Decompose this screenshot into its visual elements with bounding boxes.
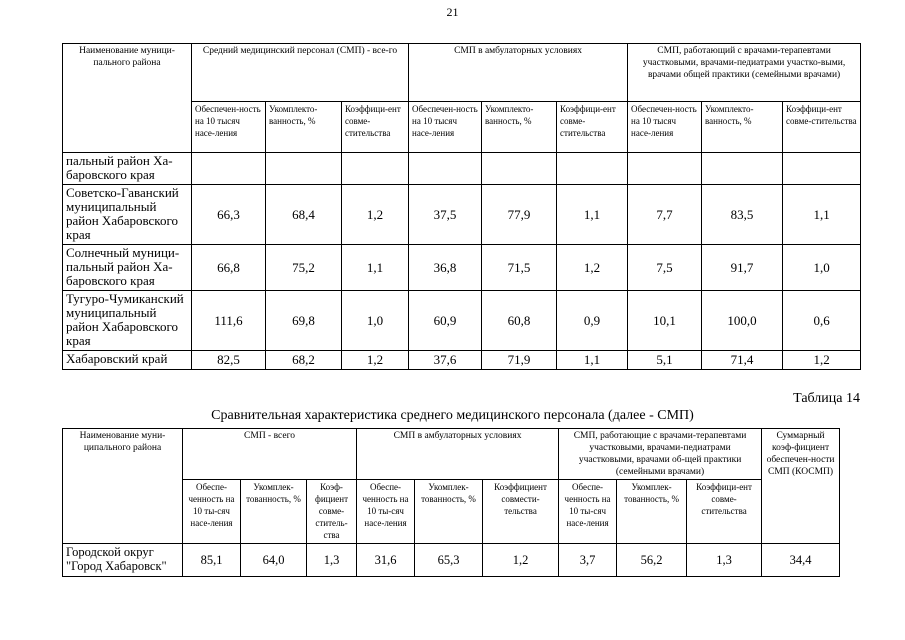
value-cell: 100,0 — [702, 291, 783, 351]
subheader-cell: Укомплек-тованность, % — [617, 480, 687, 544]
table-title: Сравнительная характеристика среднего медицинского персонала (далее - СМП) — [211, 408, 694, 423]
value-cell — [342, 153, 409, 185]
table-label: Таблица 14 — [793, 391, 860, 406]
value-cell: 1,3 — [307, 544, 357, 577]
value-cell: 85,1 — [183, 544, 241, 577]
district-name: пальный район Ха-баровского края — [63, 153, 192, 185]
value-cell: 7,5 — [628, 245, 702, 291]
table-row — [63, 153, 861, 185]
value-cell: 36,8 — [409, 245, 482, 291]
header-group-ambulatory: СМП в амбулаторных условиях — [357, 429, 559, 480]
subheader-cell: Укомплекто-ванность, % — [482, 102, 557, 153]
value-cell: 82,5 — [192, 351, 266, 370]
page-number: 21 — [446, 5, 459, 19]
value-cell: 1,0 — [783, 245, 861, 291]
value-cell: 68,4 — [266, 185, 342, 245]
value-cell: 111,6 — [192, 291, 266, 351]
value-cell: 0,6 — [783, 291, 861, 351]
table-row — [63, 351, 861, 370]
table-row — [63, 544, 840, 577]
value-cell: 71,9 — [482, 351, 557, 370]
value-cell: 75,2 — [266, 245, 342, 291]
value-cell: 1,2 — [783, 351, 861, 370]
subheader-cell: Обеспечен-ность на 10 тысяч насе-ления — [628, 102, 702, 153]
header-district-name: Наименование муници-пального района — [63, 44, 192, 153]
table-14 — [62, 428, 840, 577]
value-cell: 5,1 — [628, 351, 702, 370]
value-cell: 69,8 — [266, 291, 342, 351]
subheader-cell: Укомплекто-ванность, % — [702, 102, 783, 153]
value-cell — [192, 153, 266, 185]
subheader-cell: Обеспе-ченность на 10 ты-сяч насе-ления — [183, 480, 241, 544]
subheader-cell: Коэффици-ент совме-стительства — [342, 102, 409, 153]
value-cell: 1,1 — [557, 351, 628, 370]
value-cell: 91,7 — [702, 245, 783, 291]
subheader-cell: Коэффици-ент совме-стительства — [687, 480, 762, 544]
value-cell — [409, 153, 482, 185]
header-group-with-doctors: СМП, работающий с врачами-терапевтами участковыми, врачами-педиатрами участко-выми, врачами общей практики (семейными врачами) — [628, 44, 861, 102]
value-cell: 1,2 — [483, 544, 559, 577]
value-cell: 64,0 — [241, 544, 307, 577]
value-cell: 1,1 — [783, 185, 861, 245]
value-cell — [557, 153, 628, 185]
value-cell: 10,1 — [628, 291, 702, 351]
district-name: Солнечный муници-пальный район Ха-баровского края — [63, 245, 192, 291]
header-group-ambulatory: СМП в амбулаторных условиях — [409, 44, 628, 102]
header-group-total: СМП - всего — [183, 429, 357, 480]
district-name: Хабаровский край — [63, 351, 192, 370]
subheader-cell: Коэффици-ент совме-стительства — [557, 102, 628, 153]
value-cell: 0,9 — [557, 291, 628, 351]
value-cell: 1,2 — [342, 351, 409, 370]
header-group-with-doctors: СМП, работающие с врачами-терапевтами участковыми, врачами-педиатрами участковыми, врачами об-щей практики (семейными врачами) — [559, 429, 762, 480]
value-cell: 71,5 — [482, 245, 557, 291]
value-cell: 68,2 — [266, 351, 342, 370]
value-cell: 7,7 — [628, 185, 702, 245]
value-cell: 66,8 — [192, 245, 266, 291]
value-cell: 60,9 — [409, 291, 482, 351]
value-cell: 83,5 — [702, 185, 783, 245]
header-total-coefficient: Суммарный коэф-фициент обеспечен-ности СМП (КОСМП) — [762, 429, 840, 544]
value-cell — [783, 153, 861, 185]
value-cell: 31,6 — [357, 544, 415, 577]
subheader-cell: Коэффициент совмести-тельства — [483, 480, 559, 544]
value-cell: 37,6 — [409, 351, 482, 370]
table-row — [63, 245, 861, 291]
value-cell: 77,9 — [482, 185, 557, 245]
value-cell — [266, 153, 342, 185]
subheader-cell: Коэффици-ент совме-стительства — [783, 102, 861, 153]
subheader-cell: Обеспечен-ность на 10 тысяч насе-ления — [192, 102, 266, 153]
district-name: Советско-Гаванский муниципальный район Хабаровского края — [63, 185, 192, 245]
value-cell: 1,0 — [342, 291, 409, 351]
value-cell — [702, 153, 783, 185]
subheader-cell: Укомплек-тованность, % — [241, 480, 307, 544]
value-cell: 34,4 — [762, 544, 840, 577]
value-cell: 1,2 — [557, 245, 628, 291]
value-cell: 1,2 — [342, 185, 409, 245]
table-row — [63, 291, 861, 351]
subheader-cell: Обеспе-ченность на 10 ты-сяч насе-ления — [357, 480, 415, 544]
table-continued — [62, 43, 861, 370]
header-group-total: Средний медицинский персонал (СМП) - все-го — [192, 44, 409, 102]
table-row — [63, 185, 861, 245]
value-cell: 66,3 — [192, 185, 266, 245]
value-cell: 3,7 — [559, 544, 617, 577]
value-cell: 60,8 — [482, 291, 557, 351]
subheader-cell: Обеспе-ченность на 10 ты-сяч насе-ления — [559, 480, 617, 544]
subheader-cell: Коэф-фициент совме-ститель-ства — [307, 480, 357, 544]
value-cell: 1,1 — [342, 245, 409, 291]
value-cell: 1,3 — [687, 544, 762, 577]
subheader-cell: Укомплекто-ванность, % — [266, 102, 342, 153]
value-cell — [628, 153, 702, 185]
value-cell: 37,5 — [409, 185, 482, 245]
header-district-name: Наименование муни-ципального района — [63, 429, 183, 544]
district-name: Тугуро-Чумиканский муниципальный район Хабаровского края — [63, 291, 192, 351]
value-cell: 1,1 — [557, 185, 628, 245]
value-cell: 71,4 — [702, 351, 783, 370]
value-cell — [482, 153, 557, 185]
value-cell: 65,3 — [415, 544, 483, 577]
subheader-cell: Укомплек-тованность, % — [415, 480, 483, 544]
value-cell: 56,2 — [617, 544, 687, 577]
district-name: Городской округ "Город Хабаровск" — [63, 544, 183, 577]
subheader-cell: Обеспечен-ность на 10 тысяч насе-ления — [409, 102, 482, 153]
